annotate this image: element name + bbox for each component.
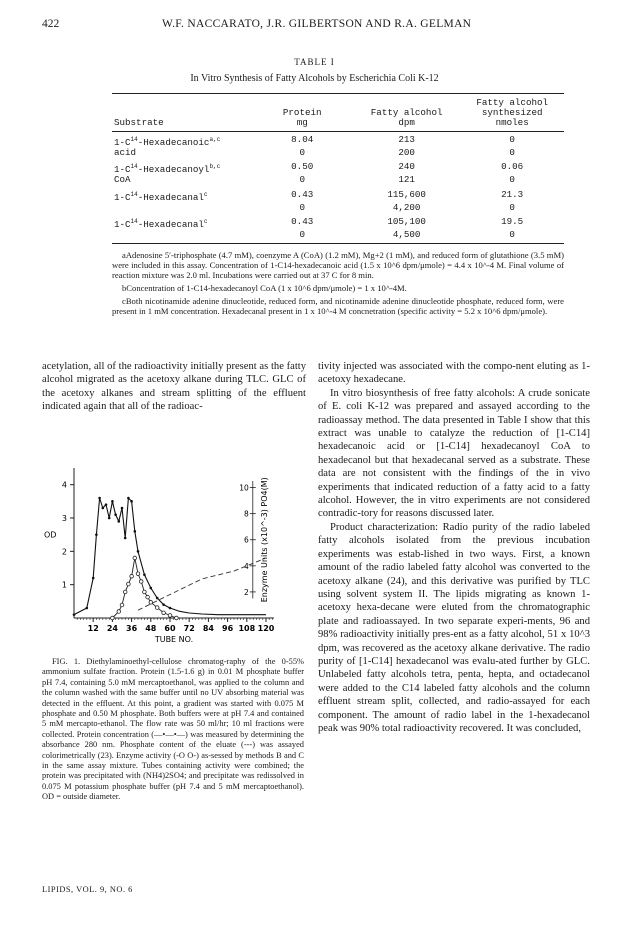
table-cell: 4,500 xyxy=(392,229,421,241)
table-footnote: cBoth nicotinamide adenine dinucleotide, reduced form, and nicotinamide adenine dinucleotide phosphate, reduced form, were present in 1 mM concentration. Hexadecanal present in 1 x 10^-4 M concnetration (specific activity = 5.2 x 10^6 dpm/μmole). xyxy=(112,296,564,317)
protein-point xyxy=(137,550,140,553)
protein-point xyxy=(111,500,114,503)
enzyme-point xyxy=(168,614,172,618)
protein-point xyxy=(130,500,133,503)
table-cell: 105,100 xyxy=(387,216,426,228)
x-tick-label: 120 xyxy=(257,624,275,633)
column-header-line: dpm xyxy=(398,117,415,129)
table-cell: 0 xyxy=(299,146,305,158)
table-row xyxy=(112,175,564,185)
y-right-tick-label: 8 xyxy=(244,509,249,519)
table-cell: 0 xyxy=(509,146,515,158)
protein-point xyxy=(108,517,111,520)
y-right-tick-label: 6 xyxy=(244,535,249,545)
table-cell: 121 xyxy=(398,174,415,186)
protein-point xyxy=(118,520,121,523)
table-cell: 0 xyxy=(299,201,305,213)
table-cell: 4,200 xyxy=(392,201,421,213)
table-footnote: bConcentration of 1-C14-hexadecanoyl CoA (1 x 10^6 dpm/μmole) = 1 x 10^-4M. xyxy=(122,283,407,294)
protein-point xyxy=(73,613,76,616)
column-header-line: nmoles xyxy=(495,117,529,129)
table-cell: 0 xyxy=(299,174,305,186)
enzyme-point xyxy=(155,606,159,610)
table-cell: 0 xyxy=(509,133,515,145)
table-cell xyxy=(112,203,251,213)
enzyme-point xyxy=(136,572,140,576)
table-row xyxy=(112,148,564,158)
y-right-tick-label: 10 xyxy=(239,483,249,493)
protein-point xyxy=(102,507,105,510)
figure-caption-text: FIG. 1. Diethylaminoethyl-cellulose chromatog-raphy of the 0-55% ammonium sulfate fraction. Protein (1.5-1.6 g) in 0.01 M phosphate buffer pH 7.4, containing 5.0 mM mercaptoethanol, was applied to the column and the column washed with the same buffer until no UV absorbing material was detected in the effluent. At this point, a gradient was started with 0.075 M phosphate and 0.50 M phosphate. Both buffers were at pH 7.4 and contained 5 mM mercapto-ethanol. The flow rate was 50 ml/hr; 10 ml fractions were collected. Protein concentration (—•—•—) was measured by determining the absorbance 280 nm. Phosphate content of the eluate (---) was assayed colorimetrically (23). Enzyme activity (-O O-) as-sessed by methods B and C in the same assay mixture. Tubes containing activity were combined; the protein was precipitated with (NH4)2SO4; and precipitate was redissolved in 0.075 M potassium phosphate buffer (pH 7.4 and 5 mM mercaptoethanol). OD = outside diameter. xyxy=(42,657,304,802)
x-tick-label: 12 xyxy=(87,624,99,633)
x-tick-label: 48 xyxy=(145,624,157,633)
table-footnotes xyxy=(112,250,564,319)
protein-point xyxy=(114,513,117,516)
table-row xyxy=(112,158,564,175)
table-cell: 0.43 xyxy=(291,188,314,200)
data-table xyxy=(112,98,564,240)
table-row xyxy=(112,213,564,230)
enzyme-point xyxy=(143,590,147,594)
x-axis-label: TUBE NO. xyxy=(154,635,194,644)
protein-point xyxy=(121,507,124,510)
table-bottom-rule xyxy=(112,243,564,244)
table-cell: 8.04 xyxy=(291,133,314,145)
table-cell: acid xyxy=(114,146,137,158)
table-cell: 0.50 xyxy=(291,161,314,173)
enzyme-point xyxy=(146,595,150,599)
table-cell: $1-C^{14}-Hexadecanal^c$ xyxy=(114,218,208,231)
protein-point xyxy=(92,577,95,580)
protein-point xyxy=(124,537,127,540)
protein-point xyxy=(127,497,130,500)
y-right-tick-label: 4 xyxy=(244,561,249,571)
enzyme-point xyxy=(123,590,127,594)
right-column-text xyxy=(318,360,590,735)
table-cell: 0.06 xyxy=(501,161,524,173)
table-header-row xyxy=(112,98,564,131)
table-cell: $1-C^{14}-Hexadecanoyl^{b,c}$ xyxy=(114,163,221,176)
protein-point xyxy=(86,607,89,610)
enzyme-point xyxy=(111,616,115,620)
y-right-tick-label: 2 xyxy=(244,587,249,597)
figure-1-chart xyxy=(42,460,304,650)
column-header-line: Fatty alcohol xyxy=(476,97,549,108)
table-cell: 200 xyxy=(398,146,415,158)
table-cell xyxy=(112,230,251,240)
protein-point xyxy=(134,530,137,533)
table-cell: 115,600 xyxy=(387,188,426,200)
author-line: W.F. NACCARATO, J.R. GILBERTSON AND R.A. GELMAN xyxy=(162,18,472,30)
protein-line xyxy=(74,498,266,615)
y-left-tick-label: 4 xyxy=(61,480,67,490)
table-row xyxy=(112,230,564,240)
right-paragraph-3: Product characterization: Radio purity of the radio labeled fatty alcohols isolated from the previous incubation experiments was estab-lished in two ways. First, a known amount of the radio labeled fatty alcohol was converted to the acetoxy alkane (24), and this derivative was purified by TLC using solvent system II. The lipids migrating as known 1-acetoxy hexa-decane were eluted from the chromatographic plate and radioassayed. In two separate experi-ments, 96 and 98% radioactivity initially pres-ent as a fatty alcohol, 51 x 10^3 dpm, was recovered as the acetoxy alkane derivative. The radio purity of [1-C14] hexadecanol was evalu-ated further by GLC. Unlabeled fatty alcohols tetra, penta, hepta, and octadecanol were added to the C14 labeled fatty alcohols and the column effluent stream split, collected, and radio-assayed for each component. The amount of radio label in the 1-hexadecanol peak was 90% total radioactivity recovered. It was concluded, xyxy=(318,521,590,734)
table-cell: 0.43 xyxy=(291,216,314,228)
enzyme-point xyxy=(162,611,166,615)
protein-point xyxy=(143,573,146,576)
x-tick-label: 36 xyxy=(126,624,138,633)
table-cell: 19.5 xyxy=(501,216,524,228)
table-row xyxy=(112,131,564,148)
x-tick-label: 96 xyxy=(222,624,234,633)
column-header-line: Substrate xyxy=(114,117,164,129)
x-tick-label: 24 xyxy=(106,624,118,633)
page-number: 422 xyxy=(42,18,60,30)
x-tick-label: 60 xyxy=(164,624,176,633)
protein-point xyxy=(156,597,159,600)
table-row xyxy=(112,186,564,203)
enzyme-point xyxy=(120,603,124,607)
right-paragraph-1: tivity injected was associated with the compo-nent eluting as 1-acetoxy hexadecane. xyxy=(318,361,590,386)
x-tick-label: 108 xyxy=(238,624,256,633)
y-left-tick-label: 2 xyxy=(61,547,67,557)
protein-point xyxy=(169,607,172,610)
table-description xyxy=(0,73,629,84)
column-header xyxy=(251,98,352,131)
journal-footer: LIPIDS, VOL. 9, NO. 6 xyxy=(42,885,133,894)
column-header xyxy=(353,98,460,131)
protein-point xyxy=(105,503,108,506)
enzyme-line xyxy=(112,558,176,618)
y-left-axis-label: OD xyxy=(44,530,57,540)
column-header-line: synthesized xyxy=(481,107,543,119)
enzyme-point xyxy=(139,580,143,584)
left-column-text xyxy=(42,360,306,414)
column-header xyxy=(460,98,564,131)
enzyme-point xyxy=(117,610,121,614)
column-header-line: Protein xyxy=(282,107,322,119)
x-tick-label: 84 xyxy=(202,624,214,633)
table-caption: TABLE I xyxy=(294,57,335,67)
column-header xyxy=(112,98,251,131)
table-cell: 0 xyxy=(299,229,305,241)
table-cell: 213 xyxy=(398,133,415,145)
y-left-tick-label: 1 xyxy=(61,580,67,590)
table-description-text: In Vitro Synthesis of Fatty Alcohols by Escherichia Coli K-12 xyxy=(190,73,439,84)
table-header-rule xyxy=(112,131,564,132)
enzyme-point xyxy=(175,616,179,620)
y-left-tick-label: 3 xyxy=(61,514,67,523)
figure-caption xyxy=(42,657,304,803)
table-cell: 0 xyxy=(509,229,515,241)
enzyme-point xyxy=(130,574,134,578)
table-cell: $1-C^{14}-Hexadecanoic^{a,c}$ xyxy=(114,135,221,148)
enzyme-point xyxy=(133,556,137,560)
table-cell: 0 xyxy=(509,174,515,186)
table-top-rule xyxy=(112,93,564,94)
protein-point xyxy=(162,603,165,606)
table-cell: $1-C^{14}-Hexadecanal^c$ xyxy=(114,190,208,203)
enzyme-point xyxy=(149,601,153,605)
left-paragraph: acetylation, all of the radioactivity initially present as the fatty alcohol migrated as the acetoxy alkane during TLC. GLC of the acetoxy alkanes and stream splitting of the effluent indicated again that all of the radioac- xyxy=(42,361,306,413)
table-footnote: aAdenosine 5′-triphosphate (4.7 mM), coenzyme A (CoA) (1.2 mM), Mg+2 (1 mM), and reduced form of glutathione (3.5 mM) were included in this assay. Concentration of 1-C14-hexadecanoic acid (1.5 x 10^6 dpm/μmole) = 4.4 x 10^-4 M. Final volume of reaction mixture was 2.0 ml. Incubations were carried out at 37 C for 8 min. xyxy=(112,250,564,281)
table-cell: 21.3 xyxy=(501,188,524,200)
x-tick-label: 72 xyxy=(183,624,195,633)
table-cell: 0 xyxy=(509,201,515,213)
table-row xyxy=(112,203,564,213)
table-cell: 240 xyxy=(398,161,415,173)
y-right-axis-label: Enzyme Units (x10^-3) PO4(M) xyxy=(259,477,269,603)
protein-point xyxy=(150,587,153,590)
enzyme-point xyxy=(127,582,131,586)
column-header-line: mg xyxy=(296,117,308,129)
protein-point xyxy=(95,533,98,536)
protein-point xyxy=(98,497,101,500)
table-cell: CoA xyxy=(114,174,131,186)
right-paragraph-2: In vitro biosynthesis of free fatty alcohols: A crude sonicate of E. coli K-12 was prepared and assayed according to the radioassay method. The data presented in Table I show that this extract was unable to catalyze the reduction of [1-C14] hexadecanoic acid or [1-C14] hexadecanoyl CoA to hexadecanol but that hexadecanal served as a substrate. These data are not consistent with the findings of the in vivo experiments that indicated reduction of a fatty acid to a fatty alcohol. However, the in vitro experiments are not considered contradic-tory for reasons discussed later. xyxy=(318,387,590,520)
column-header-line: Fatty alcohol xyxy=(370,107,443,119)
